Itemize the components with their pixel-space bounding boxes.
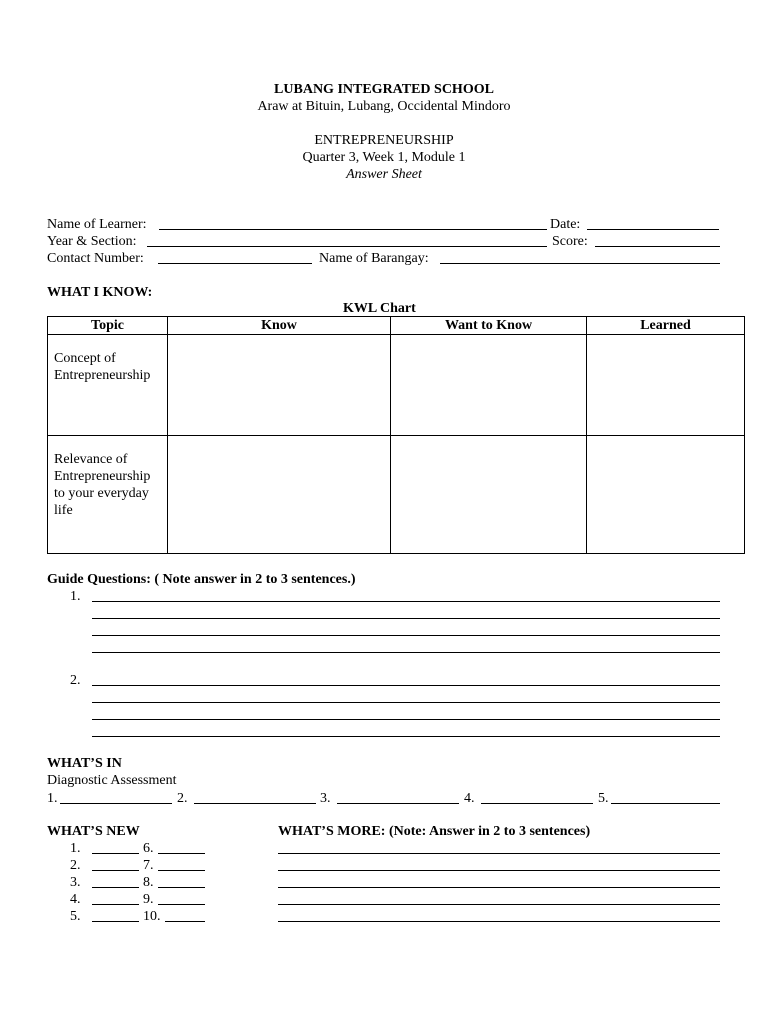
whats-more-heading: WHAT’S MORE: (Note: Answer in 2 to 3 sentences) [278,824,591,839]
answer-line[interactable] [92,685,720,686]
kwl-chart-title: KWL Chart [343,301,416,316]
table-row [48,335,745,436]
whats-new-number: 1. [70,841,81,856]
answer-line[interactable] [278,853,720,854]
module-title: Quarter 3, Week 1, Module 1 [302,150,466,165]
kwl-topic-cell: Concept of Entrepreneurship [48,335,168,436]
barangay-field[interactable] [440,263,720,264]
guide-number-1: 1. [70,589,81,604]
whats-new-answer[interactable] [158,870,205,871]
whats-in-number-2: 2. [177,791,188,806]
whats-in-answer-4[interactable] [481,803,593,804]
year-section-label: Year & Section: [47,234,137,249]
whats-new-number: 10. [143,909,161,924]
whats-new-answer[interactable] [158,853,205,854]
kwl-know-cell[interactable] [168,335,391,436]
date-field[interactable] [587,229,719,230]
what-i-know-heading: WHAT I KNOW: [47,285,153,300]
whats-in-answer-5[interactable] [611,803,720,804]
whats-new-heading: WHAT’S NEW [47,824,140,839]
name-field[interactable] [159,229,547,230]
year-section-field[interactable] [147,246,547,247]
contact-label: Contact Number: [47,251,144,266]
answer-line[interactable] [92,652,720,653]
kwl-header-know: Know [168,317,391,335]
kwl-header-topic: Topic [48,317,168,335]
answer-line[interactable] [92,618,720,619]
score-field[interactable] [595,246,720,247]
name-label: Name of Learner: [47,217,147,232]
kwl-want-cell[interactable] [391,436,587,554]
answer-line[interactable] [278,870,720,871]
guide-questions-heading: Guide Questions: ( Note answer in 2 to 3 sentences.) [47,572,356,587]
table-row [48,436,745,554]
diagnostic-assessment-label: Diagnostic Assessment [47,773,177,788]
school-address: Araw at Bituin, Lubang, Occidental Mindoro [257,99,511,114]
whats-in-answer-3[interactable] [337,803,459,804]
whats-new-answer[interactable] [92,904,139,905]
kwl-topic-cell: Relevance of Entrepreneurship to your everyday life [48,436,168,554]
answer-line[interactable] [278,887,720,888]
guide-number-2: 2. [70,673,81,688]
contact-field[interactable] [158,263,312,264]
date-label: Date: [550,217,581,232]
answer-line[interactable] [278,904,720,905]
whats-new-number: 4. [70,892,81,907]
score-label: Score: [552,234,588,249]
kwl-header-want-to-know: Want to Know [391,317,587,335]
kwl-know-cell[interactable] [168,436,391,554]
whats-new-number: 5. [70,909,81,924]
kwl-want-cell[interactable] [391,335,587,436]
whats-new-number: 9. [143,892,154,907]
whats-in-number-3: 3. [320,791,331,806]
whats-new-number: 6. [143,841,154,856]
whats-new-number: 3. [70,875,81,890]
whats-in-number-4: 4. [464,791,475,806]
answer-line[interactable] [92,736,720,737]
whats-new-answer[interactable] [158,904,205,905]
kwl-learned-cell[interactable] [587,335,745,436]
whats-new-number: 8. [143,875,154,890]
whats-in-number-1: 1. [47,791,58,806]
answer-line[interactable] [278,921,720,922]
answer-line[interactable] [92,719,720,720]
whats-in-answer-1[interactable] [60,803,172,804]
whats-new-number: 7. [143,858,154,873]
subject-title: ENTREPRENEURSHIP [314,133,454,148]
whats-new-answer[interactable] [92,870,139,871]
whats-in-answer-2[interactable] [194,803,316,804]
whats-new-answer[interactable] [92,921,139,922]
whats-new-answer[interactable] [92,853,139,854]
whats-new-number: 2. [70,858,81,873]
kwl-header-learned: Learned [587,317,745,335]
whats-in-number-5: 5. [598,791,609,806]
barangay-label: Name of Barangay: [319,251,429,266]
kwl-chart-table [47,316,745,554]
answer-line[interactable] [92,635,720,636]
whats-new-answer[interactable] [165,921,205,922]
school-name: LUBANG INTEGRATED SCHOOL [274,82,494,97]
kwl-learned-cell[interactable] [587,436,745,554]
whats-in-heading: WHAT’S IN [47,756,122,771]
whats-new-answer[interactable] [158,887,205,888]
doc-type: Answer Sheet [346,167,422,182]
answer-line[interactable] [92,702,720,703]
whats-new-answer[interactable] [92,887,139,888]
answer-line[interactable] [92,601,720,602]
